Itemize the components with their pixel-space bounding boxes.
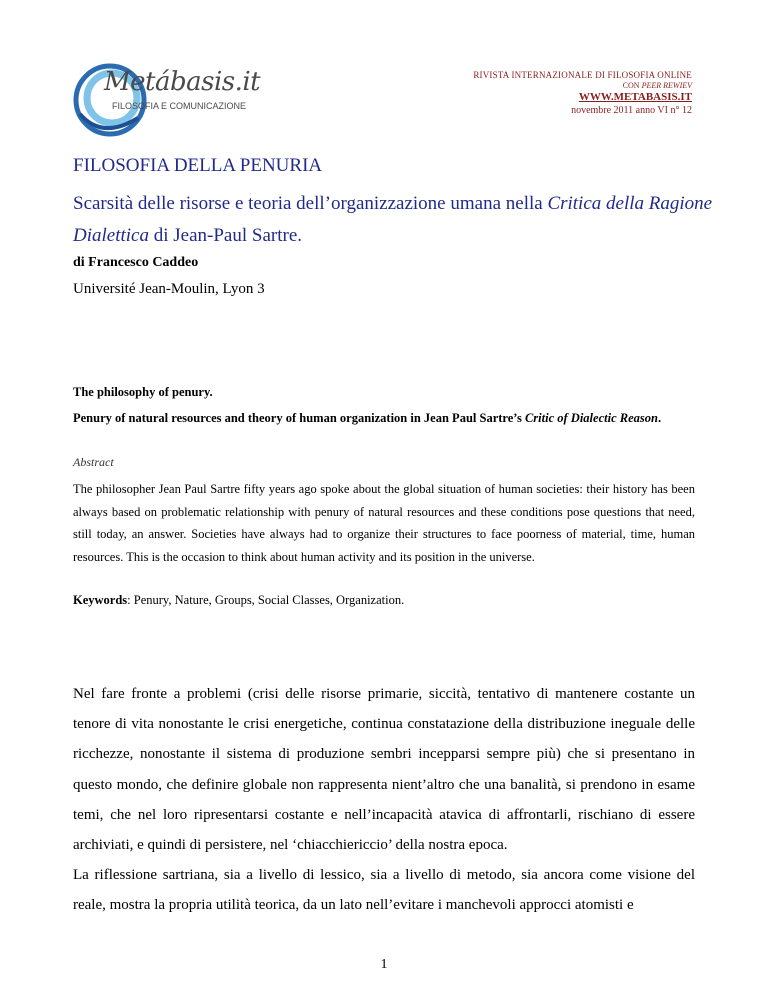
english-subtitle [73, 408, 693, 429]
english-subtitle-part-b: . [657, 411, 662, 425]
journal-description: RIVISTA INTERNAZIONALE DI FILOSOFIA ONLINE [473, 70, 692, 80]
keywords-label: Keywords [73, 593, 128, 607]
peer-review-prefix: CON [622, 81, 640, 91]
journal-issue: novembre 2011 anno VI n° 12 [571, 105, 692, 116]
abstract-label: Abstract [73, 455, 114, 469]
body-text [73, 679, 695, 921]
page-number: 1 [380, 957, 388, 972]
body-paragraph-2: La riflessione sartriana, sia a livello di lessico, sia a livello di metodo, sia ancora come visione del reale, mostra la propria utilità teorica, da un lato nell’evitare i manchevoli approcci atomisti e [73, 867, 695, 914]
logo-name: Metábasis.it [104, 67, 261, 97]
author-affiliation: Université Jean-Moulin, Lyon 3 [73, 281, 265, 297]
article-author: di Francesco Caddeo [73, 255, 199, 270]
subtitle-part-a: Scarsità delle risorse e teoria dell’organizzazione umana nella [73, 193, 548, 214]
peer-review-label: PEER REWIEV [641, 81, 692, 91]
metabasis-logo [72, 62, 272, 140]
body-paragraph-1: Nel fare fronte a problemi (crisi delle risorse primarie, siccità, tentativo di mantenere costante un tenore di vita nonostante le crisi energetiche, continua constatazione della distribuzione ineguale delle ricchezze, nonostante il sistema di produzione sembri incepparsi sempre più) che si presentano in questo mondo, che definire globale non rappresenta nient’altro che una banalità, si prendono in esame temi, che nel loro ripresentarsi costante e nell’incapacità atavica di affrontarli, rischiano di essere archiviati, e quindi di persistere, nel ‘chiacchiericcio’ della nostra epoca. [73, 686, 695, 854]
subtitle-work-title: Critica della Ragione Dialettica [73, 193, 713, 246]
journal-url-link[interactable]: WWW.METABASIS.IT [578, 91, 692, 104]
english-subtitle-work: Critic of Dialectic Reason [524, 411, 658, 425]
journal-peer-review [473, 81, 692, 91]
keywords-list: : Penury, Nature, Groups, Social Classes, Organization. [127, 593, 405, 607]
article-subtitle [73, 188, 713, 252]
logo-tagline: FILOSOFIA E COMUNICAZIONE [112, 101, 247, 111]
abstract-text: The philosopher Jean Paul Sartre fifty years ago spoke about the global situation of human societies: their history has been always based on problematic relationship with penury of natural resources and these conditions pose questions that need, still today, an answer. Societies have always had to organize their structures to face poorness of material, time, human resources. This is the occasion to think about human activity and its position in the universe. [73, 482, 695, 564]
subtitle-part-b: di Jean-Paul Sartre. [148, 225, 302, 246]
english-subtitle-part-a: Penury of natural resources and theory of human organization in Jean Paul Sartre’s [73, 411, 525, 425]
english-title: The philosophy of penury. [73, 385, 213, 399]
journal-info [473, 70, 692, 118]
keywords [73, 593, 404, 608]
article-title: FILOSOFIA DELLA PENURIA [73, 155, 323, 176]
